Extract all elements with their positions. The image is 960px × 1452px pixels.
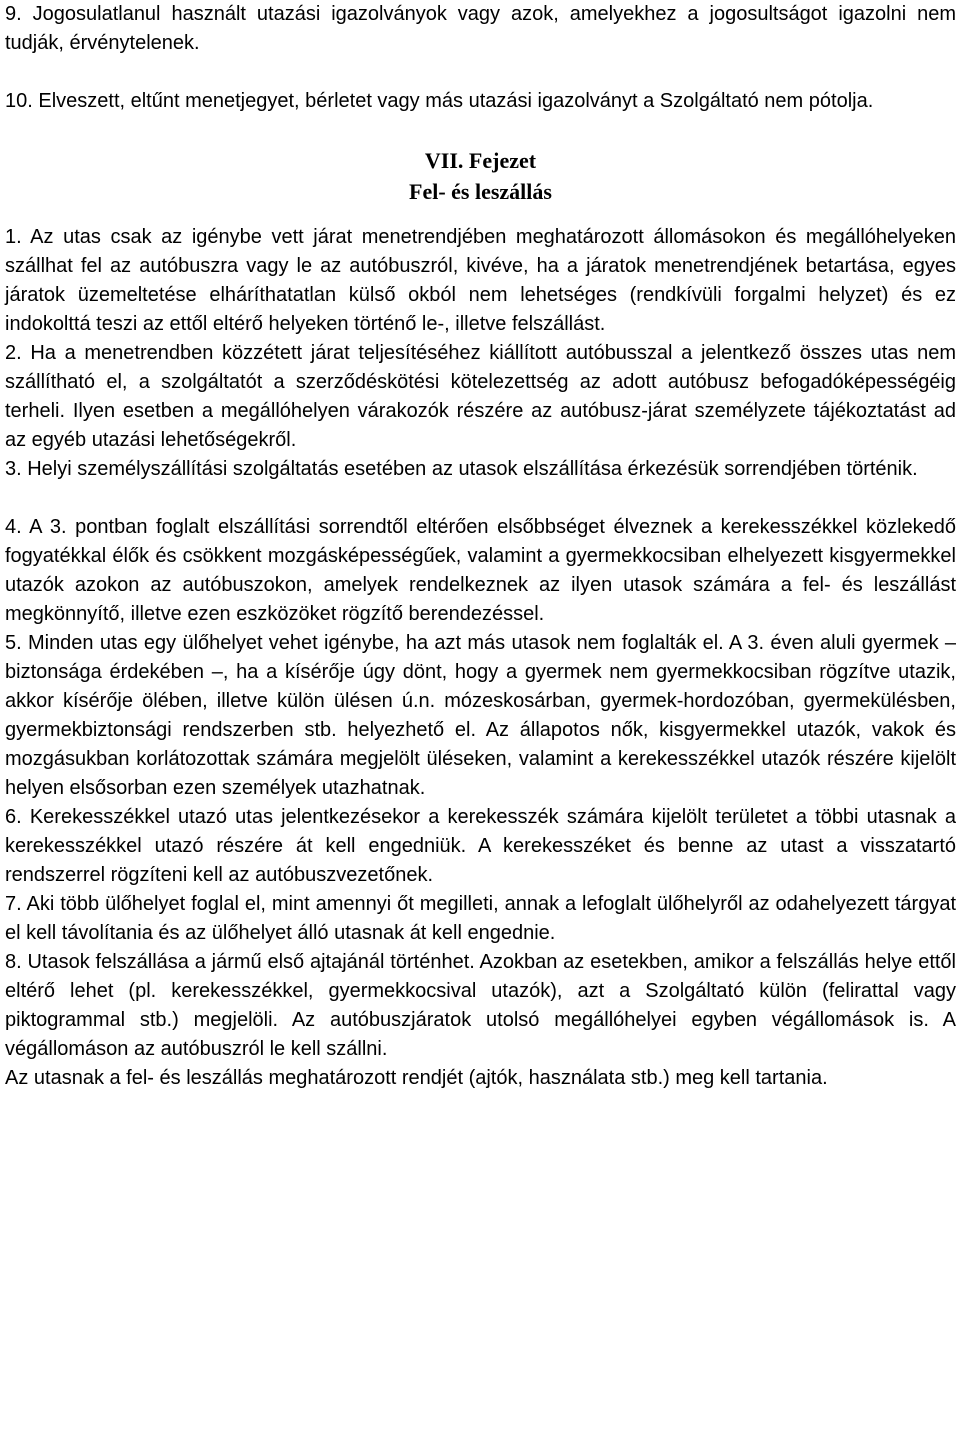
section-6: 6. Kerekesszékkel utazó utas jelentkezésekor a kerekesszék számára kijelölt területet a többi utasnak a kerekesszékkel utazó részére át kell engedniük. A kerekesszéket és benne az utast a visszatartó rendszerrel rögzíteni kell az autóbuszvezetőnek. — [5, 806, 956, 886]
section-3: 3. Helyi személyszállítási szolgáltatás esetében az utasok elszállítása érkezésük sorrendjében történik. — [5, 458, 918, 480]
section-7: 7. Aki több ülőhelyet foglal el, mint amennyi őt megilleti, annak a lefoglalt ülőhelyről az odahelyezett tárgyat el kell távolítania és az ülőhelyet álló utasnak át kell engednie. — [5, 893, 956, 944]
paragraph-10: 10. Elveszett, eltűnt menetjegyet, bérletet vagy más utazási igazolványt a Szolgáltató nem pótolja. — [5, 90, 874, 112]
chapter-heading — [5, 116, 956, 223]
section-8: 8. Utasok felszállása a jármű első ajtajánál történhet. Azokban az esetekben, amikor a felszállás helye ettől eltérő lehet (pl. kerekesszékkel, gyermekkocsival utazók), azt a Szolgáltató külön (felirattal vagy piktogrammal stb.) megjelöli. Az autóbuszjáratok utolsó megállóhelyei egyben végállomások is. A végállomáson az autóbuszról le kell szállni. — [5, 951, 956, 1060]
chapter-number: VII. Fejezet — [424, 148, 537, 173]
closing-paragraph: Az utasnak a fel- és leszállás meghatározott rendjét (ajtók, használata stb.) meg kell tartania. — [5, 1067, 828, 1089]
section-1: 1. Az utas csak az igénybe vett járat menetrendjében meghatározott állomásokon és megállóhelyeken szállhat fel az autóbuszra vagy le az autóbuszról, kivéve, ha a járatok menetrendjének betartása, egyes járatok üzemeltetése elháríthatatlan külső okból nem lehetséges (rendkívüli forgalmi helyzet) és ez indokolttá teszi az ettől eltérő helyeken történő le-, illetve felszállást. — [5, 226, 956, 335]
section-2: 2. Ha a menetrendben közzétett járat teljesítéséhez kiállított autóbusszal a jelentkező összes utas nem szállítható el, a szolgáltatót a szerződéskötési kötelezettség az adott autóbusz befogadóképességéig terheli. Ilyen esetben a megállóhelyen várakozók részére az autóbusz-járat személyzete tájékoztatást ad az egyéb utazási lehetőségekről. — [5, 342, 956, 451]
paragraph-9: 9. Jogosulatlanul használt utazási igazolványok vagy azok, amelyekhez a jogosultságot igazolni nem tudják, érvénytelenek. — [5, 3, 956, 54]
section-4: 4. A 3. pontban foglalt elszállítási sorrendtől eltérően elsőbbséget élveznek a kerekesszékkel közlekedő fogyatékkal élők és csökkent mozgásképességűek, valamint a gyermekkocsiban elhelyezett kisgyermekkel utazók azokon az autóbuszokon, amelyek rendelkeznek az ilyen utasok számára a fel- és leszállást megkönnyítő, illetve ezen eszközöket rögzítő berendezéssel. — [5, 516, 956, 625]
section-5: 5. Minden utas egy ülőhelyet vehet igénybe, ha azt más utasok nem foglalták el. A 3. éven aluli gyermek – biztonsága érdekében –, ha a kísérője úgy dönt, hogy a gyermek nem gyermekkocsiban rögzítve utazik, akkor kísérője ölében, illetve külön ülésen ú.n. mózeskosárban, gyermek-hordozóban, gyermekülésben, gyermekbiztonsági rendszerben stb. helyezhető el. Az állapotos nők, kisgyermekkel utazók, vakok és mozgásukban korlátozottak számára megjelölt üléseken, valamint a kerekesszékkel utazók részére kijelölt helyen elsősorban ezen személyek utazhatnak. — [5, 632, 956, 799]
chapter-title: Fel- és leszállás — [409, 179, 552, 204]
spacer — [5, 484, 956, 513]
spacer — [5, 58, 956, 87]
document-page — [5, 0, 956, 1093]
